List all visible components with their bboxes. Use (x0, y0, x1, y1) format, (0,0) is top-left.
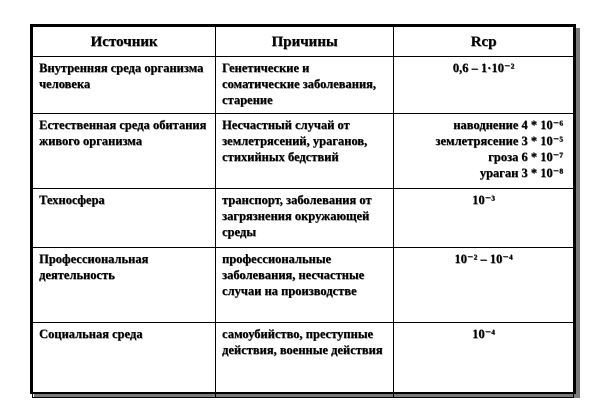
rcp-value: гроза 6 * 10⁻⁷ (488, 150, 563, 164)
cell-rcp (394, 323, 574, 398)
rcp-value: наводнение 4 * 10⁻⁶ (453, 118, 563, 132)
table-row (33, 323, 574, 398)
rcp-value: землетрясение 3 * 10⁻⁵ (435, 134, 563, 148)
cell-source: Техносфера (33, 189, 216, 248)
cell-rcp (394, 57, 574, 114)
cell-source: Внутренняя среда организма человека (33, 57, 216, 114)
risk-table-frame (30, 24, 576, 394)
risk-sources-table (32, 26, 574, 398)
header-rcp: Rср (394, 27, 574, 57)
rcp-value: 10⁻² – 10⁻⁴ (454, 252, 513, 266)
table-row (33, 189, 574, 248)
cell-source: Социальная среда (33, 323, 216, 398)
rcp-value: 10⁻³ (472, 193, 495, 207)
table-row (33, 57, 574, 114)
cell-source: Профессиональная деятельность (33, 248, 216, 323)
cell-causes: транспорт, заболевания от загрязнения окружающей среды (216, 189, 394, 248)
cell-causes: самоубийство, преступные действия, военные действия (216, 323, 394, 398)
cell-source: Естественная среда обитания живого организма (33, 114, 216, 189)
rcp-value: 10⁻⁴ (472, 327, 495, 341)
cell-causes: профессиональные заболевания, несчастные случаи на производстве (216, 248, 394, 323)
cell-causes: Генетические и соматические заболевания, старение (216, 57, 394, 114)
cell-causes: Несчастный случай от землетрясений, ураганов, стихийных бедствий (216, 114, 394, 189)
cell-rcp (394, 189, 574, 248)
cell-rcp (394, 248, 574, 323)
rcp-value: ураган 3 * 10⁻⁸ (479, 166, 563, 180)
header-causes: Причины (216, 27, 394, 57)
table-header-row (33, 27, 574, 57)
cell-rcp (394, 114, 574, 189)
table-row (33, 248, 574, 323)
rcp-value: 0,6 – 1·10⁻² (452, 61, 515, 75)
header-source: Источник (33, 27, 216, 57)
table-row (33, 114, 574, 189)
